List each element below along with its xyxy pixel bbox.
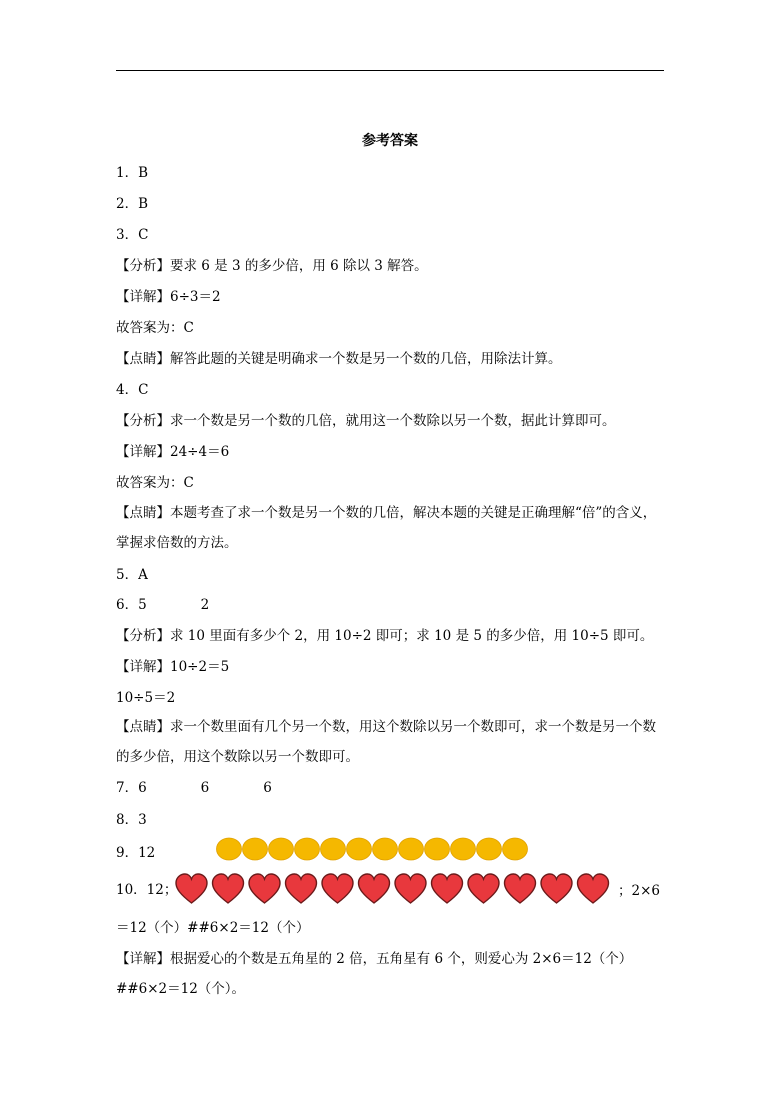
- circle-mark: [243, 838, 268, 860]
- page-title: 参考答案: [362, 133, 418, 149]
- tip-3: 【点睛】解答此题的关键是明确求一个数是另一个数的几倍，用除法计算。: [116, 351, 562, 367]
- circle-mark: [373, 838, 398, 860]
- detail-6-b: 10÷5＝2: [116, 690, 176, 706]
- analysis-6: 【分析】求 10 里面有多少个 2，用 10÷2 即可；求 10 是 5 的多少倍，用 10÷5 即可。: [116, 628, 654, 644]
- analysis-4: 【分析】求一个数是另一个数的几倍，就用这一个数除以另一个数，据此计算即可。: [116, 413, 616, 429]
- answer-1: 1．B: [116, 165, 149, 181]
- heart-mark: [432, 874, 463, 903]
- answer-4: 4．C: [116, 382, 149, 398]
- circle-mark: [477, 838, 502, 860]
- heart-mark: [395, 874, 426, 903]
- circle-mark: [321, 838, 346, 860]
- answer-9: 9．12: [116, 845, 156, 861]
- answer-6: 6．5 2: [116, 597, 210, 613]
- heart-mark: [359, 874, 390, 903]
- answer-8: 8．3: [116, 812, 147, 828]
- heart-mark: [249, 874, 280, 903]
- detail-10: 【详解】根据爱心的个数是五角星的 2 倍，五角星有 6 个，则爱心为 2×6＝12（个）##6×2＝12（个）。: [116, 951, 633, 997]
- answer-5: 5．A: [116, 567, 148, 583]
- heart-mark: [578, 874, 609, 903]
- analysis-3: 【分析】要求 6 是 3 的多少倍，用 6 除以 3 解答。: [116, 258, 428, 274]
- header-rule: [116, 70, 664, 71]
- detail-3: 【详解】6÷3＝2: [116, 289, 221, 305]
- heart-mark: [213, 874, 244, 903]
- detail-4: 【详解】24÷4＝6: [116, 444, 230, 460]
- heart-mark: [541, 874, 572, 903]
- answer-10-formula-b: ＝12（个）##6×2＝12（个）: [116, 920, 310, 936]
- circle-mark: [295, 838, 320, 860]
- conclusion-3: 故答案为：C: [116, 320, 194, 336]
- circle-mark: [399, 838, 424, 860]
- heart-mark: [322, 874, 353, 903]
- answer-3: 3．C: [116, 227, 149, 243]
- circle-mark: [451, 838, 476, 860]
- heart-figure: [175, 873, 615, 907]
- answer-2: 2．B: [116, 196, 149, 212]
- tip-4: 【点睛】本题考查了求一个数是另一个数的几倍，解决本题的关键是正确理解“倍”的含义，掌握求倍数的方法。: [116, 505, 657, 551]
- circle-mark: [347, 838, 372, 860]
- circle-mark: [425, 838, 450, 860]
- answer-7: 7．6 6 6: [116, 780, 272, 796]
- tip-6: 【点睛】求一个数里面有几个另一个数，用这个数除以另一个数即可，求一个数是另一个数的多少倍，用这个数除以另一个数即可。: [116, 719, 656, 765]
- circle-figure: [216, 837, 536, 861]
- circle-mark: [217, 838, 242, 860]
- heart-mark: [505, 874, 536, 903]
- heart-mark: [176, 874, 207, 903]
- heart-mark: [468, 874, 499, 903]
- answer-10: 10．12；: [116, 882, 178, 898]
- detail-6: 【详解】10÷2＝5: [116, 659, 230, 675]
- answer-10-formula-a: ；2×6: [618, 883, 660, 899]
- circle-mark: [269, 838, 294, 860]
- heart-mark: [286, 874, 317, 903]
- conclusion-4: 故答案为：C: [116, 475, 194, 491]
- circle-mark: [503, 838, 528, 860]
